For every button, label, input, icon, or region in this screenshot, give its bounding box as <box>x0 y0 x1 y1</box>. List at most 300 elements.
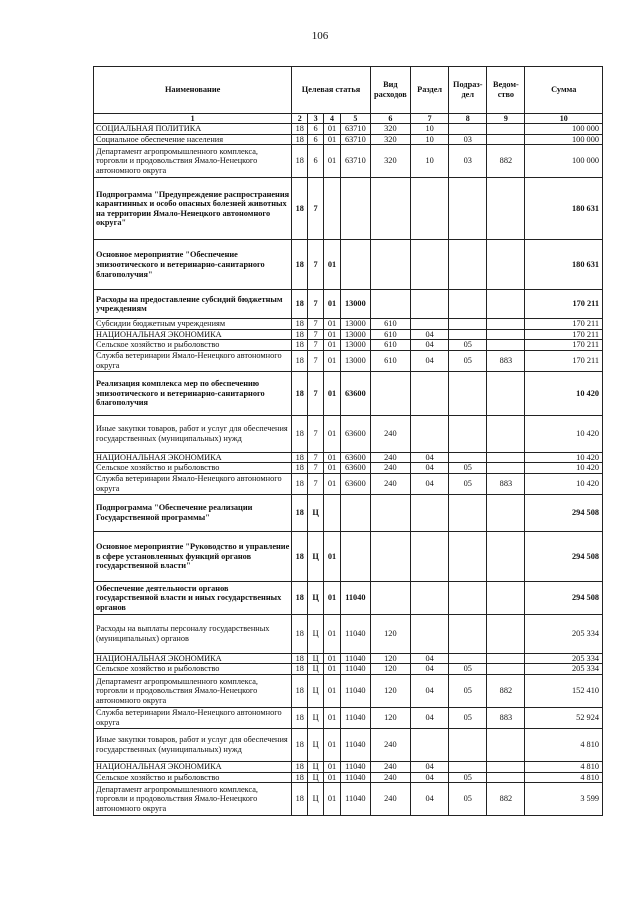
column-numbers-row <box>94 114 603 124</box>
target-code-subprogram-cell: Ц <box>308 664 324 675</box>
target-code-measure-cell <box>324 178 341 240</box>
sum-cell: 170 211 <box>525 319 603 330</box>
row-name-cell: Департамент агропромышленного комплекса, торговли и продовольствия Ямало-Ненецкого автономного округа <box>94 674 292 707</box>
department-cell <box>487 178 525 240</box>
target-code-program-cell: 18 <box>292 178 308 240</box>
table-row <box>94 473 603 494</box>
subsection-cell <box>449 329 487 340</box>
table-row <box>94 134 603 145</box>
target-code-direction-cell: 11040 <box>341 664 371 675</box>
header-sum: Сумма <box>525 67 603 114</box>
target-code-subprogram-cell: 7 <box>308 415 324 452</box>
section-cell: 04 <box>411 463 449 474</box>
row-name-cell: Служба ветеринарии Ямало-Ненецкого автономного округа <box>94 350 292 371</box>
table-row <box>94 463 603 474</box>
expense-type-cell: 240 <box>370 728 410 761</box>
row-name-cell: Иные закупки товаров, работ и услуг для обеспечения государственных (муниципальных) нужд <box>94 728 292 761</box>
target-code-direction-cell: 11040 <box>341 783 371 816</box>
column-number: 3 <box>308 114 324 124</box>
sum-cell: 152 410 <box>525 674 603 707</box>
section-cell: 04 <box>411 707 449 728</box>
target-code-measure-cell: 01 <box>324 653 341 664</box>
subsection-cell <box>449 653 487 664</box>
target-code-direction-cell: 63600 <box>341 463 371 474</box>
subsection-cell: 05 <box>449 674 487 707</box>
section-cell <box>411 581 449 614</box>
sum-cell: 294 508 <box>525 494 603 531</box>
subsection-cell <box>449 290 487 319</box>
row-name-cell: Сельское хозяйство и рыболовство <box>94 772 292 783</box>
department-cell <box>487 531 525 581</box>
target-code-subprogram-cell: 7 <box>308 178 324 240</box>
target-code-subprogram-cell: Ц <box>308 728 324 761</box>
sum-cell: 205 334 <box>525 653 603 664</box>
page-number: 106 <box>311 30 329 42</box>
department-cell: 883 <box>487 473 525 494</box>
section-cell: 04 <box>411 350 449 371</box>
target-code-measure-cell: 01 <box>324 581 341 614</box>
budget-table <box>93 66 603 816</box>
table-row <box>94 772 603 783</box>
section-cell: 04 <box>411 664 449 675</box>
row-name-cell: Основное мероприятие "Руководство и управление в сфере установленных функций органов государственной власти" <box>94 531 292 581</box>
subsection-cell <box>449 371 487 415</box>
department-cell: 883 <box>487 350 525 371</box>
target-code-measure-cell: 01 <box>324 371 341 415</box>
section-cell <box>411 240 449 290</box>
target-code-direction-cell: 13000 <box>341 329 371 340</box>
target-code-measure-cell: 01 <box>324 329 341 340</box>
target-code-program-cell: 18 <box>292 614 308 653</box>
target-code-direction-cell: 63600 <box>341 415 371 452</box>
target-code-subprogram-cell: Ц <box>308 614 324 653</box>
sum-cell: 180 631 <box>525 240 603 290</box>
section-cell <box>411 290 449 319</box>
sum-cell: 10 420 <box>525 463 603 474</box>
target-code-measure-cell: 01 <box>324 350 341 371</box>
target-code-subprogram-cell: 7 <box>308 463 324 474</box>
target-code-program-cell: 18 <box>292 761 308 772</box>
row-name-cell: Обеспечение деятельности органов государственной власти и иных государственных органов <box>94 581 292 614</box>
target-code-subprogram-cell: 6 <box>308 124 324 135</box>
sum-cell: 170 211 <box>525 290 603 319</box>
table-row <box>94 415 603 452</box>
sum-cell: 3 599 <box>525 783 603 816</box>
subsection-cell <box>449 124 487 135</box>
department-cell <box>487 319 525 330</box>
table-row <box>94 240 603 290</box>
target-code-subprogram-cell: 7 <box>308 290 324 319</box>
expense-type-cell: 320 <box>370 134 410 145</box>
target-code-program-cell: 18 <box>292 581 308 614</box>
target-code-subprogram-cell: Ц <box>308 581 324 614</box>
target-code-program-cell: 18 <box>292 674 308 707</box>
target-code-subprogram-cell: 6 <box>308 134 324 145</box>
table-row <box>94 761 603 772</box>
column-number: 4 <box>324 114 341 124</box>
target-code-measure-cell: 01 <box>324 473 341 494</box>
subsection-cell: 05 <box>449 707 487 728</box>
department-cell <box>487 290 525 319</box>
target-code-program-cell: 18 <box>292 134 308 145</box>
table-row <box>94 329 603 340</box>
target-code-program-cell: 18 <box>292 772 308 783</box>
table-row <box>94 728 603 761</box>
target-code-program-cell: 18 <box>292 340 308 351</box>
table-row <box>94 350 603 371</box>
table-row <box>94 581 603 614</box>
row-name-cell: Подпрограмма "Предупреждение распространения карантинных и особо опасных болезней животных на территории Ямало-Ненецкого автономного округа" <box>94 178 292 240</box>
target-code-subprogram-cell: Ц <box>308 531 324 581</box>
table-row <box>94 494 603 531</box>
department-cell <box>487 772 525 783</box>
expense-type-cell: 240 <box>370 463 410 474</box>
row-name-cell: Субсидии бюджетным учреждениям <box>94 319 292 330</box>
table-row <box>94 290 603 319</box>
row-name-cell: Департамент агропромышленного комплекса, торговли и продовольствия Ямало-Ненецкого автономного округа <box>94 783 292 816</box>
section-cell: 04 <box>411 761 449 772</box>
expense-type-cell: 320 <box>370 124 410 135</box>
target-code-subprogram-cell: 7 <box>308 371 324 415</box>
sum-cell: 170 211 <box>525 329 603 340</box>
department-cell: 883 <box>487 707 525 728</box>
target-code-measure-cell: 01 <box>324 728 341 761</box>
target-code-program-cell: 18 <box>292 329 308 340</box>
sum-cell: 170 211 <box>525 340 603 351</box>
row-name-cell: НАЦИОНАЛЬНАЯ ЭКОНОМИКА <box>94 761 292 772</box>
target-code-measure-cell: 01 <box>324 614 341 653</box>
subsection-cell: 05 <box>449 783 487 816</box>
sum-cell: 205 334 <box>525 664 603 675</box>
target-code-subprogram-cell: Ц <box>308 653 324 664</box>
target-code-measure-cell: 01 <box>324 145 341 178</box>
target-code-direction-cell <box>341 531 371 581</box>
row-name-cell: Социальное обеспечение населения <box>94 134 292 145</box>
department-cell <box>487 728 525 761</box>
target-code-subprogram-cell: Ц <box>308 707 324 728</box>
sum-cell: 4 810 <box>525 728 603 761</box>
expense-type-cell: 240 <box>370 761 410 772</box>
header-department: Ведом-ство <box>487 67 525 114</box>
sum-cell: 4 810 <box>525 761 603 772</box>
subsection-cell <box>449 581 487 614</box>
subsection-cell: 05 <box>449 350 487 371</box>
target-code-measure-cell: 01 <box>324 124 341 135</box>
target-code-direction-cell: 13000 <box>341 319 371 330</box>
row-name-cell: Служба ветеринарии Ямало-Ненецкого автономного округа <box>94 707 292 728</box>
target-code-subprogram-cell: Ц <box>308 783 324 816</box>
header-section: Раздел <box>411 67 449 114</box>
target-code-program-cell: 18 <box>292 319 308 330</box>
target-code-measure-cell: 01 <box>324 340 341 351</box>
header-subsection: Подраз-дел <box>449 67 487 114</box>
target-code-measure-cell: 01 <box>324 761 341 772</box>
row-name-cell: СОЦИАЛЬНАЯ ПОЛИТИКА <box>94 124 292 135</box>
department-cell <box>487 653 525 664</box>
sum-cell: 294 508 <box>525 531 603 581</box>
subsection-cell <box>449 415 487 452</box>
table-row <box>94 614 603 653</box>
subsection-cell <box>449 240 487 290</box>
department-cell <box>487 452 525 463</box>
header-expense-type: Вид расходов <box>370 67 410 114</box>
section-cell: 04 <box>411 653 449 664</box>
target-code-measure-cell: 01 <box>324 452 341 463</box>
expense-type-cell: 120 <box>370 664 410 675</box>
sum-cell: 100 000 <box>525 145 603 178</box>
target-code-program-cell: 18 <box>292 473 308 494</box>
column-number: 7 <box>411 114 449 124</box>
table-row <box>94 707 603 728</box>
table-row <box>94 371 603 415</box>
expense-type-cell <box>370 531 410 581</box>
target-code-subprogram-cell: 7 <box>308 240 324 290</box>
expense-type-cell <box>370 371 410 415</box>
expense-type-cell: 240 <box>370 415 410 452</box>
expense-type-cell: 120 <box>370 674 410 707</box>
target-code-measure-cell: 01 <box>324 240 341 290</box>
table-row <box>94 340 603 351</box>
section-cell: 04 <box>411 783 449 816</box>
row-name-cell: Расходы на предоставление субсидий бюджетным учреждениям <box>94 290 292 319</box>
target-code-program-cell: 18 <box>292 531 308 581</box>
table-row <box>94 653 603 664</box>
section-cell: 10 <box>411 145 449 178</box>
expense-type-cell: 610 <box>370 319 410 330</box>
target-code-program-cell: 18 <box>292 463 308 474</box>
target-code-direction-cell: 63600 <box>341 473 371 494</box>
subsection-cell <box>449 178 487 240</box>
target-code-direction-cell: 13000 <box>341 290 371 319</box>
sum-cell: 170 211 <box>525 350 603 371</box>
expense-type-cell: 610 <box>370 329 410 340</box>
expense-type-cell: 610 <box>370 350 410 371</box>
target-code-direction-cell: 63600 <box>341 371 371 415</box>
table-row <box>94 531 603 581</box>
target-code-program-cell: 18 <box>292 653 308 664</box>
section-cell: 04 <box>411 674 449 707</box>
target-code-direction-cell: 13000 <box>341 350 371 371</box>
row-name-cell: Сельское хозяйство и рыболовство <box>94 664 292 675</box>
expense-type-cell: 240 <box>370 772 410 783</box>
target-code-direction-cell: 11040 <box>341 674 371 707</box>
sum-cell: 10 420 <box>525 452 603 463</box>
target-code-program-cell: 18 <box>292 728 308 761</box>
department-cell <box>487 664 525 675</box>
department-cell <box>487 463 525 474</box>
expense-type-cell <box>370 581 410 614</box>
target-code-subprogram-cell: 7 <box>308 329 324 340</box>
subsection-cell: 05 <box>449 664 487 675</box>
section-cell: 04 <box>411 473 449 494</box>
target-code-subprogram-cell: Ц <box>308 674 324 707</box>
expense-type-cell: 120 <box>370 653 410 664</box>
target-code-subprogram-cell: 7 <box>308 319 324 330</box>
subsection-cell: 05 <box>449 340 487 351</box>
sum-cell: 205 334 <box>525 614 603 653</box>
section-cell <box>411 494 449 531</box>
target-code-direction-cell: 11040 <box>341 761 371 772</box>
department-cell <box>487 415 525 452</box>
expense-type-cell: 240 <box>370 783 410 816</box>
department-cell <box>487 371 525 415</box>
target-code-program-cell: 18 <box>292 707 308 728</box>
target-code-program-cell: 18 <box>292 240 308 290</box>
row-name-cell: НАЦИОНАЛЬНАЯ ЭКОНОМИКА <box>94 329 292 340</box>
section-cell <box>411 371 449 415</box>
target-code-direction-cell: 63710 <box>341 134 371 145</box>
section-cell <box>411 728 449 761</box>
section-cell <box>411 415 449 452</box>
column-number: 9 <box>487 114 525 124</box>
table-row <box>94 452 603 463</box>
sum-cell: 4 810 <box>525 772 603 783</box>
target-code-direction-cell: 11040 <box>341 614 371 653</box>
target-code-program-cell: 18 <box>292 290 308 319</box>
target-code-direction-cell: 11040 <box>341 653 371 664</box>
subsection-cell <box>449 614 487 653</box>
header-name: Наименование <box>94 67 292 114</box>
section-cell: 04 <box>411 340 449 351</box>
target-code-measure-cell: 01 <box>324 531 341 581</box>
sum-cell: 100 000 <box>525 134 603 145</box>
section-cell: 04 <box>411 329 449 340</box>
target-code-measure-cell: 01 <box>324 772 341 783</box>
column-number: 10 <box>525 114 603 124</box>
row-name-cell: Служба ветеринарии Ямало-Ненецкого автономного округа <box>94 473 292 494</box>
table-row <box>94 145 603 178</box>
sum-cell: 52 924 <box>525 707 603 728</box>
target-code-program-cell: 18 <box>292 415 308 452</box>
department-cell <box>487 614 525 653</box>
department-cell <box>487 761 525 772</box>
target-code-subprogram-cell: 7 <box>308 452 324 463</box>
target-code-subprogram-cell: Ц <box>308 494 324 531</box>
expense-type-cell: 320 <box>370 145 410 178</box>
department-cell <box>487 340 525 351</box>
target-code-subprogram-cell: Ц <box>308 772 324 783</box>
row-name-cell: Реализация комплекса мер по обеспечению эпизоотического и ветеринарно-санитарного благополучия <box>94 371 292 415</box>
subsection-cell: 03 <box>449 145 487 178</box>
target-code-measure-cell: 01 <box>324 674 341 707</box>
subsection-cell: 05 <box>449 463 487 474</box>
row-name-cell: Сельское хозяйство и рыболовство <box>94 463 292 474</box>
department-cell: 882 <box>487 783 525 816</box>
section-cell <box>411 319 449 330</box>
section-cell <box>411 178 449 240</box>
target-code-direction-cell: 11040 <box>341 728 371 761</box>
row-name-cell: Иные закупки товаров, работ и услуг для обеспечения государственных (муниципальных) нужд <box>94 415 292 452</box>
section-cell: 10 <box>411 134 449 145</box>
column-number: 8 <box>449 114 487 124</box>
table-row <box>94 664 603 675</box>
subsection-cell <box>449 728 487 761</box>
target-code-program-cell: 18 <box>292 350 308 371</box>
target-code-program-cell: 18 <box>292 145 308 178</box>
expense-type-cell: 120 <box>370 707 410 728</box>
expense-type-cell <box>370 494 410 531</box>
row-name-cell: НАЦИОНАЛЬНАЯ ЭКОНОМИКА <box>94 452 292 463</box>
subsection-cell: 05 <box>449 473 487 494</box>
column-number: 5 <box>341 114 371 124</box>
table-row <box>94 319 603 330</box>
section-cell: 04 <box>411 452 449 463</box>
target-code-program-cell: 18 <box>292 494 308 531</box>
sum-cell: 100 000 <box>525 124 603 135</box>
target-code-program-cell: 18 <box>292 664 308 675</box>
department-cell <box>487 134 525 145</box>
target-code-direction-cell: 11040 <box>341 581 371 614</box>
row-name-cell: Департамент агропромышленного комплекса, торговли и продовольствия Ямало-Ненецкого автономного округа <box>94 145 292 178</box>
expense-type-cell <box>370 290 410 319</box>
target-code-measure-cell: 01 <box>324 415 341 452</box>
table-row <box>94 783 603 816</box>
subsection-cell <box>449 494 487 531</box>
target-code-subprogram-cell: 7 <box>308 350 324 371</box>
subsection-cell <box>449 761 487 772</box>
target-code-measure-cell: 01 <box>324 290 341 319</box>
subsection-cell: 03 <box>449 134 487 145</box>
section-cell <box>411 531 449 581</box>
subsection-cell: 05 <box>449 772 487 783</box>
sum-cell: 10 420 <box>525 415 603 452</box>
row-name-cell: Расходы на выплаты персоналу государственных (муниципальных) органов <box>94 614 292 653</box>
section-cell: 10 <box>411 124 449 135</box>
target-code-direction-cell: 63600 <box>341 452 371 463</box>
target-code-program-cell: 18 <box>292 452 308 463</box>
target-code-direction-cell <box>341 178 371 240</box>
department-cell <box>487 329 525 340</box>
subsection-cell <box>449 452 487 463</box>
expense-type-cell: 610 <box>370 340 410 351</box>
sum-cell: 10 420 <box>525 371 603 415</box>
column-number: 2 <box>292 114 308 124</box>
table-row <box>94 124 603 135</box>
column-number: 1 <box>94 114 292 124</box>
target-code-direction-cell: 63710 <box>341 145 371 178</box>
target-code-measure-cell: 01 <box>324 707 341 728</box>
target-code-subprogram-cell: 7 <box>308 340 324 351</box>
row-name-cell: Сельское хозяйство и рыболовство <box>94 340 292 351</box>
expense-type-cell <box>370 240 410 290</box>
target-code-measure-cell: 01 <box>324 463 341 474</box>
expense-type-cell: 120 <box>370 614 410 653</box>
expense-type-cell: 240 <box>370 473 410 494</box>
section-cell <box>411 614 449 653</box>
target-code-subprogram-cell: 6 <box>308 145 324 178</box>
department-cell <box>487 494 525 531</box>
target-code-direction-cell <box>341 494 371 531</box>
sum-cell: 10 420 <box>525 473 603 494</box>
subsection-cell <box>449 319 487 330</box>
column-number: 6 <box>370 114 410 124</box>
department-cell <box>487 581 525 614</box>
expense-type-cell: 240 <box>370 452 410 463</box>
target-code-direction-cell: 11040 <box>341 772 371 783</box>
target-code-measure-cell: 01 <box>324 134 341 145</box>
department-cell <box>487 124 525 135</box>
sum-cell: 180 631 <box>525 178 603 240</box>
subsection-cell <box>449 531 487 581</box>
table-row <box>94 674 603 707</box>
row-name-cell: НАЦИОНАЛЬНАЯ ЭКОНОМИКА <box>94 653 292 664</box>
target-code-measure-cell: 01 <box>324 664 341 675</box>
department-cell <box>487 240 525 290</box>
department-cell: 882 <box>487 145 525 178</box>
sum-cell: 294 508 <box>525 581 603 614</box>
target-code-subprogram-cell: Ц <box>308 761 324 772</box>
target-code-direction-cell: 63710 <box>341 124 371 135</box>
